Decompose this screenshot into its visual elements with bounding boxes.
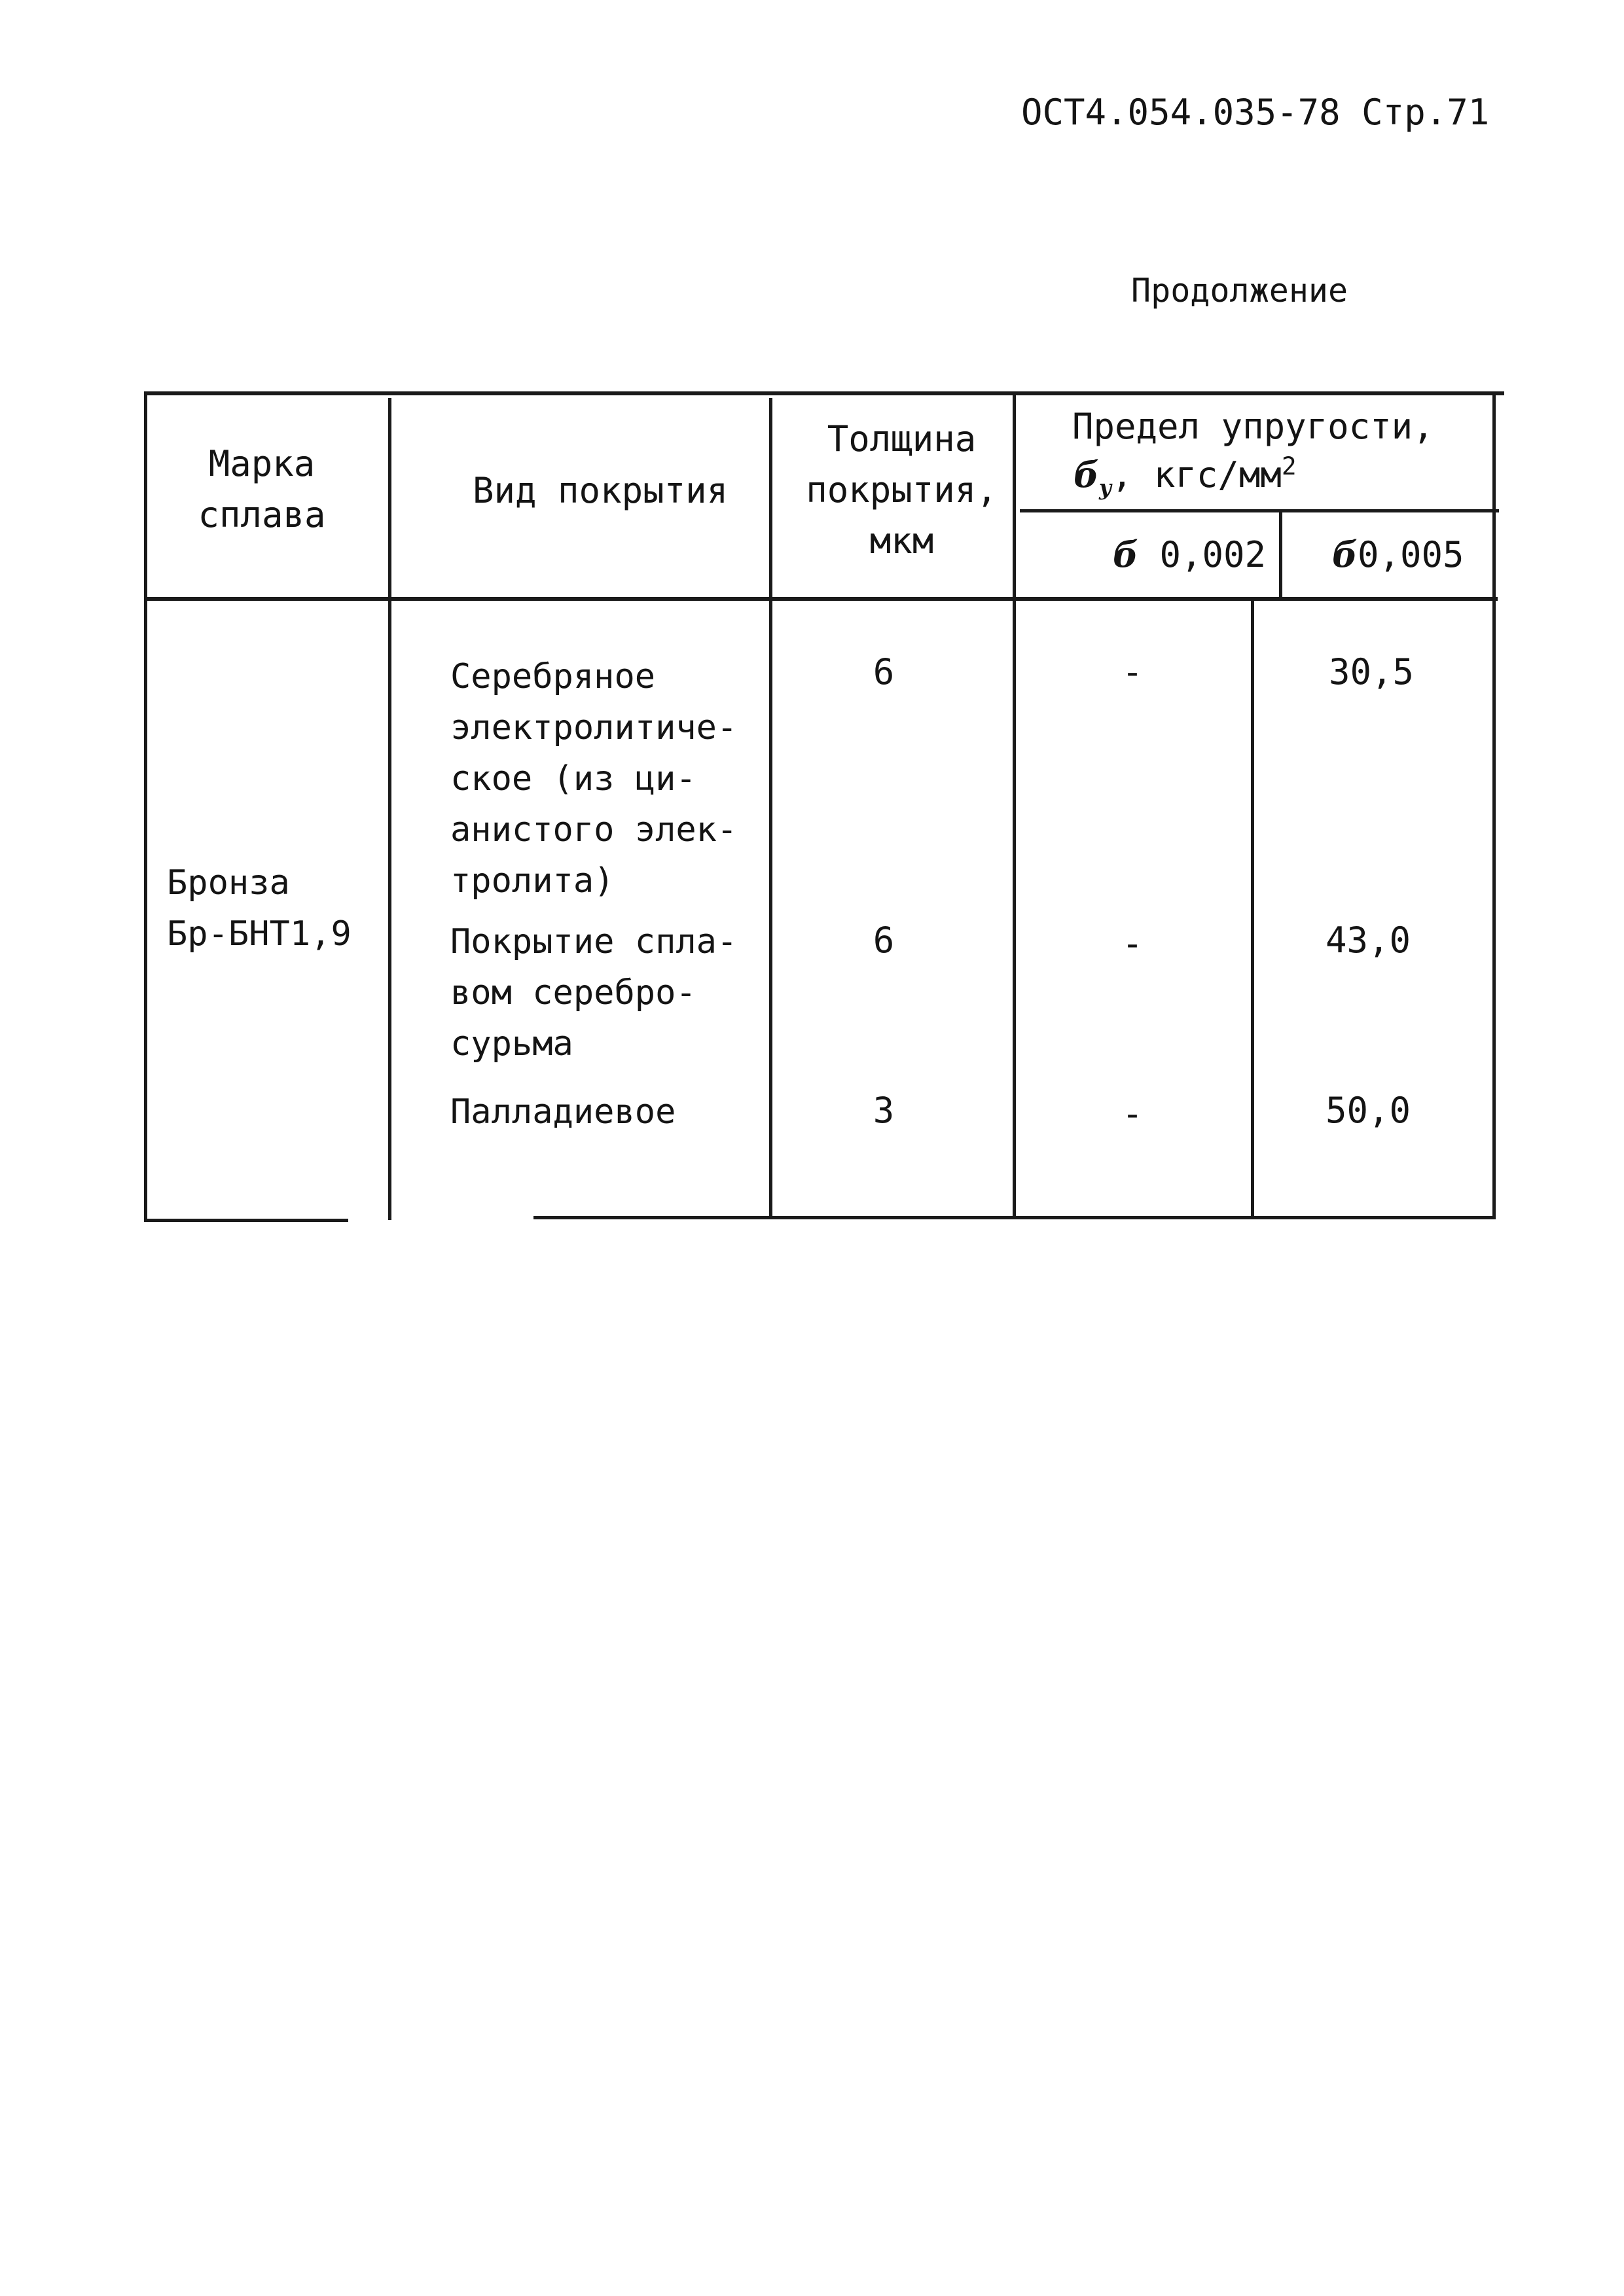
alloy-cell: Бронза Бр-БНТ1,9 [167, 863, 352, 954]
table-row-2-thickness: 6 [873, 920, 895, 961]
table-row-1-coating: Серебряное электролитиче- ское (из ци- анистого элек- тролита) [450, 657, 738, 901]
table-row-1-sigma-0002: - [1121, 651, 1144, 692]
col-divider-2 [769, 398, 772, 1219]
table-row-2-sigma-0005: 43,0 [1326, 920, 1411, 961]
elastic-limit-divider [1020, 509, 1499, 512]
table-row-3-sigma-0002: - [1121, 1093, 1144, 1134]
header-coating-type: Вид покрытия [473, 470, 729, 511]
table-row-1-thickness: 6 [873, 651, 895, 692]
header-elastic-limit-unit: $б_y$, кгс/$мм^2$ [1074, 452, 1297, 500]
table-row-2-sigma-0002: - [1121, 923, 1144, 964]
table-header-bottom-border [145, 597, 1498, 601]
col-divider-4-header [1279, 512, 1282, 600]
table-row-2-coating: Покрытие спла- вом серебро- сурьма [450, 922, 738, 1064]
table-row-1-sigma-0005: 30,5 [1329, 651, 1415, 692]
table-right-border [1492, 394, 1496, 1219]
col-divider-1 [388, 398, 391, 1220]
header-alloy-grade: Марка сплава [198, 443, 326, 535]
table-bottom-border-left [144, 1219, 348, 1222]
table-row-3-thickness: 3 [873, 1090, 895, 1131]
header-sigma-0002: б 0,002 [1113, 533, 1267, 575]
table-row-3-coating: Палладиевое [450, 1092, 676, 1132]
header-elastic-limit-title: Предел упругости, [1072, 406, 1434, 447]
table-top-border [145, 391, 1504, 395]
table-left-border [144, 391, 147, 1221]
page-header: ОСТ4.054.035-78 Стр.71 [1021, 92, 1490, 133]
header-sigma-0005: б0,005 [1332, 533, 1464, 575]
col-divider-4-body [1251, 598, 1254, 1219]
continuation-label: Продолжение [1131, 272, 1348, 310]
header-thickness: Толщина покрытия, мкм [806, 418, 998, 562]
table-row-3-sigma-0005: 50,0 [1326, 1090, 1411, 1131]
